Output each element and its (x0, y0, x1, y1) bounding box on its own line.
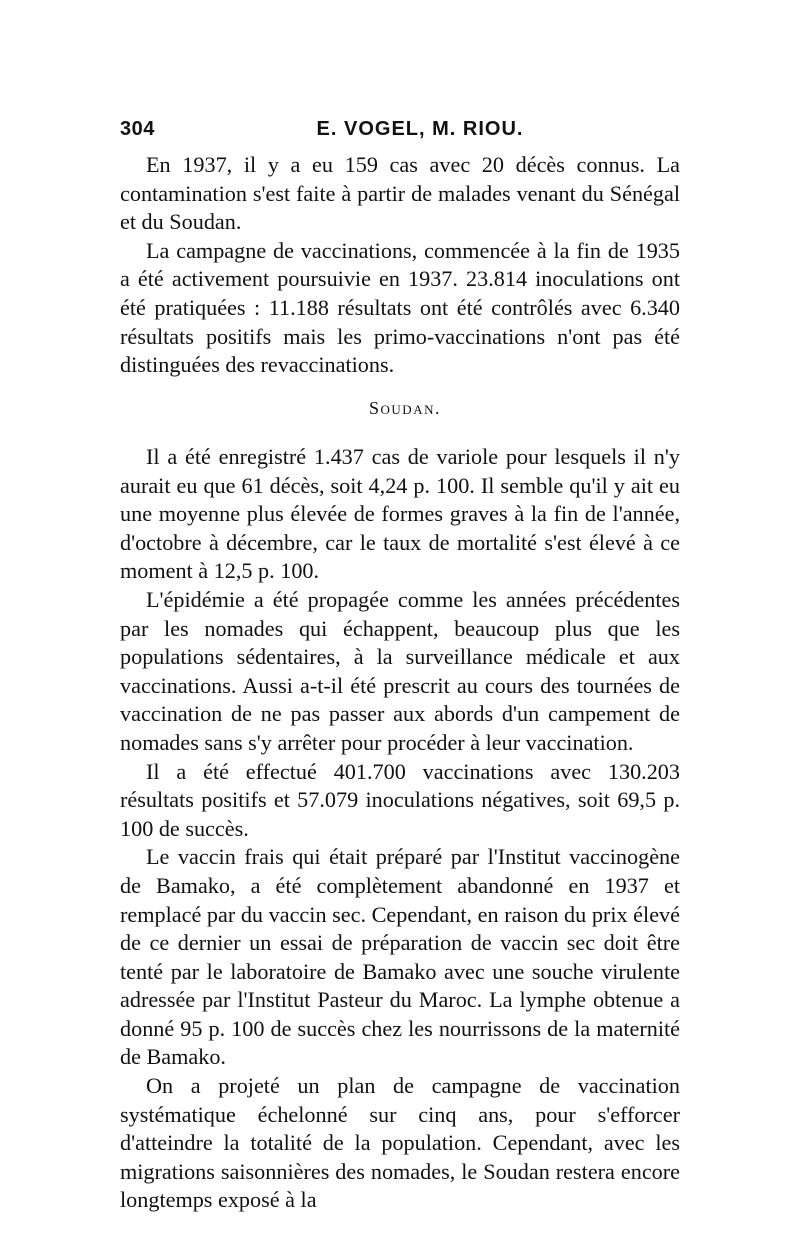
paragraph: La campagne de vaccinations, commencée à la fin de 1935 a été activement poursuivie en 1937. 23.814 inoculations ont été pratiquées : 11.188 résultats ont été contrôlés avec 6.340 résultats positifs mais les primo-vaccinations n'ont pas été distinguées des revaccinations. (120, 237, 680, 378)
page-number: 304 (120, 118, 155, 140)
paragraph: Il a été effectué 401.700 vaccinations avec 130.203 résultats positifs et 57.079 inoculations négatives, soit 69,5 p. 100 de succès. (120, 758, 680, 841)
text-block-intro (120, 151, 680, 380)
paragraph: Le vaccin frais qui était préparé par l'Institut vaccinogène de Bamako, a été complètement abandonné en 1937 et remplacé par du vaccin sec. Cependant, en raison du prix élevé de ce dernier un essai de préparation de vaccin sec doit être tenté par le laboratoire de Bamako avec une souche virulente adressée par l'Institut Pasteur du Maroc. La lymphe obtenue a donné 95 p. 100 de succès chez les nourrissons de la maternité de Bamako. (120, 844, 680, 1070)
text-block-soudan (120, 443, 680, 1215)
paragraph: On a projeté un plan de campagne de vaccination systématique échelonné sur cinq ans, pour s'efforcer d'atteindre la totalité de la population. Cependant, avec les migrations saisonnières des nomades, le Soudan restera encore longtemps exposé à la (120, 1073, 680, 1213)
paragraph: En 1937, il y a eu 159 cas avec 20 décès connus. La contamination s'est faite à partir de malades venant du Sénégal et du Soudan. (120, 152, 680, 235)
paragraph: L'épidémie a été propagée comme les années précédentes par les nomades qui échappent, beaucoup plus que les populations sédentaires, à la surveillance médicale et aux vaccinations. Aussi a-t-il été prescrit au cours des tournées de vaccination de ne pas passer aux abords d'un campement de nomades sans s'y arrêter pour procéder à leur vaccination. (120, 586, 680, 755)
section-heading: Soudan. (369, 398, 441, 418)
running-head (120, 118, 690, 152)
running-title: E. VOGEL, M. RIOU. (316, 118, 524, 140)
paragraph: Il a été enregistré 1.437 cas de variole pour lesquels il n'y aurait eu que 61 décès, soit 4,24 p. 100. Il semble qu'il y ait eu une moyenne plus élevée de formes graves à la fin de l'année, d'octobre à décembre, car le taux de mortalité s'est élevé à ce moment à 12,5 p. 100. (120, 444, 680, 584)
